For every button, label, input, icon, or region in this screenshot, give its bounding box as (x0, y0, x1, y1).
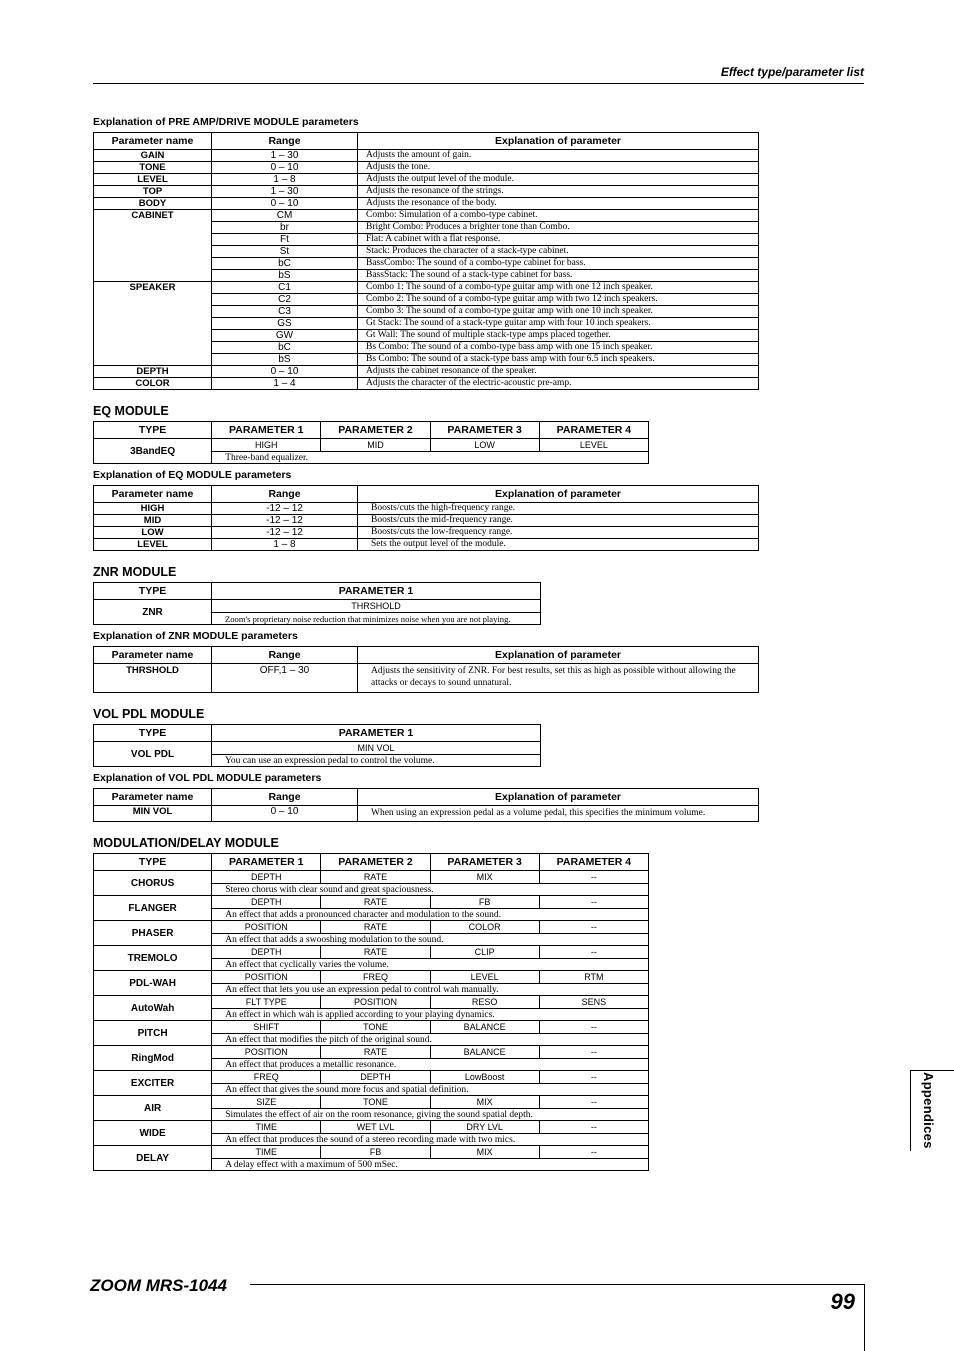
param-cell: LOW (430, 439, 539, 452)
param-cell: SIZE (212, 1096, 321, 1109)
param-explanation: Combo: Simulation of a combo-type cabinet. (358, 210, 759, 222)
table-row (94, 1096, 649, 1109)
param-range: GW (212, 330, 358, 342)
col-header: TYPE (94, 583, 212, 600)
param-explanation: BassStack: The sound of a stack-type cabinet for bass. (358, 270, 759, 282)
col-header: Range (212, 647, 358, 664)
table-row (94, 1121, 649, 1134)
param-cell: MIX (430, 1146, 539, 1159)
param-explanation: BassCombo: The sound of a combo-type cabinet for bass. (358, 258, 759, 270)
param-explanation: Adjusts the output level of the module. (358, 174, 759, 186)
param-cell: POSITION (212, 971, 321, 984)
type-description: An effect that modifies the pitch of the original sound. (212, 1034, 649, 1046)
param-explanation: When using an expression pedal as a volume pedal, this specifies the minimum volume. (358, 806, 759, 822)
type-name: FLANGER (94, 896, 212, 921)
moddelay-module-table (93, 853, 649, 1171)
param-explanation: Flat: A cabinet with a flat response. (358, 234, 759, 246)
type-name: PHASER (94, 921, 212, 946)
param-cell: -- (539, 1021, 648, 1034)
param-cell: RTM (539, 971, 648, 984)
table-row (94, 162, 759, 174)
param-range: -12 – 12 (212, 503, 358, 515)
type-description: An effect that cyclically varies the volume. (212, 959, 649, 971)
type-description: You can use an expression pedal to control the volume. (212, 755, 541, 767)
table-row (94, 921, 649, 934)
param-range: 1 – 4 (212, 378, 358, 390)
param-range: bS (212, 270, 358, 282)
table-row (94, 527, 759, 539)
param-cell: CLIP (430, 946, 539, 959)
param-cell: RATE (321, 921, 430, 934)
table-row (94, 871, 649, 884)
type-name: DELAY (94, 1146, 212, 1171)
col-header: PARAMETER 1 (212, 583, 541, 600)
type-description: Simulates the effect of air on the room resonance, giving the sound spatial depth. (212, 1109, 649, 1121)
type-description: An effect that adds a swooshing modulation to the sound. (212, 934, 649, 946)
type-name: 3BandEQ (94, 439, 212, 464)
znr-module-title: ZNR MODULE (93, 565, 177, 579)
param-cell: POSITION (321, 996, 430, 1009)
eq-params-table (93, 485, 759, 551)
param-cell: TONE (321, 1021, 430, 1034)
param-explanation: Gt Wall: The sound of multiple stack-type amps placed together. (358, 330, 759, 342)
header-rule (93, 83, 864, 84)
param-name: DEPTH (94, 366, 212, 378)
param-cell: DRY LVL (430, 1121, 539, 1134)
param-cell: -- (539, 896, 648, 909)
table-row (94, 896, 649, 909)
col-header: Parameter name (94, 486, 212, 503)
param-range: 0 – 10 (212, 162, 358, 174)
param-name: MIN VOL (94, 806, 212, 822)
param-explanation: Combo 2: The sound of a combo-type guitar amp with two 12 inch speakers. (358, 294, 759, 306)
type-name: RingMod (94, 1046, 212, 1071)
col-header: TYPE (94, 854, 212, 871)
type-name: PDL-WAH (94, 971, 212, 996)
type-description: An effect in which wah is applied according to your playing dynamics. (212, 1009, 649, 1021)
table-row (94, 971, 649, 984)
page-number: 99 (830, 1289, 855, 1314)
type-description: Zoom's proprietary noise reduction that minimizes noise when you are not playing. (212, 613, 541, 625)
param-cell: -- (539, 1121, 648, 1134)
table-row (94, 1046, 649, 1059)
col-header: PARAMETER 4 (539, 422, 648, 439)
param-name: LEVEL (94, 539, 212, 551)
param-name: THRSHOLD (94, 664, 212, 693)
brand-name: ZOOM MRS-1044 (90, 1276, 227, 1295)
table-row (94, 503, 759, 515)
col-header: TYPE (94, 422, 212, 439)
param-range: 0 – 10 (212, 198, 358, 210)
param-explanation: Bs Combo: The sound of a stack-type bass amp with four 6.5 inch speakers. (358, 354, 759, 366)
col-header: Range (212, 133, 358, 150)
volpdl-module-title: VOL PDL MODULE (93, 707, 205, 721)
param-cell: -- (539, 1046, 648, 1059)
param-range: Ft (212, 234, 358, 246)
param-explanation: Stack: Produces the character of a stack-type cabinet. (358, 246, 759, 258)
volpdl-params-table (93, 788, 759, 822)
param-cell: LEVEL (430, 971, 539, 984)
param-explanation: Combo 3: The sound of a combo-type guitar amp with one 10 inch speaker. (358, 306, 759, 318)
param-range: OFF,1 – 30 (212, 664, 358, 693)
table-row (94, 210, 759, 222)
param-explanation: Adjusts the resonance of the body. (358, 198, 759, 210)
table-row (94, 600, 541, 613)
param-cell: SHIFT (212, 1021, 321, 1034)
param-cell: FB (430, 896, 539, 909)
type-name: VOL PDL (94, 742, 212, 767)
col-header: PARAMETER 2 (321, 422, 430, 439)
param-cell: LEVEL (539, 439, 648, 452)
param-cell: TIME (212, 1146, 321, 1159)
volpdl-params-title: Explanation of VOL PDL MODULE parameters (93, 772, 322, 784)
table-row (94, 539, 759, 551)
type-description: A delay effect with a maximum of 500 mSec. (212, 1159, 649, 1171)
table-row (94, 198, 759, 210)
param-cell: COLOR (430, 921, 539, 934)
param-range: CM (212, 210, 358, 222)
param-name: COLOR (94, 378, 212, 390)
type-name: AIR (94, 1096, 212, 1121)
znr-params-title: Explanation of ZNR MODULE parameters (93, 630, 298, 642)
param-cell: DEPTH (212, 896, 321, 909)
type-description: An effect that produces a metallic resonance. (212, 1059, 649, 1071)
param-name: HIGH (94, 503, 212, 515)
preamp-params-title: Explanation of PRE AMP/DRIVE MODULE parameters (93, 116, 359, 128)
param-explanation: Adjusts the amount of gain. (358, 150, 759, 162)
page-content (93, 116, 773, 1171)
param-cell: DEPTH (212, 946, 321, 959)
param-explanation: Gt Stack: The sound of a stack-type guitar amp with four 10 inch speakers. (358, 318, 759, 330)
col-header: Explanation of parameter (358, 647, 759, 664)
param-cell: HIGH (212, 439, 321, 452)
param-range: br (212, 222, 358, 234)
param-cell: WET LVL (321, 1121, 430, 1134)
col-header: PARAMETER 3 (430, 422, 539, 439)
param-cell: BALANCE (430, 1021, 539, 1034)
param-explanation: Adjusts the character of the electric-acoustic pre-amp. (358, 378, 759, 390)
type-description: An effect that gives the sound more focus and spatial definition. (212, 1084, 649, 1096)
param-range: bC (212, 342, 358, 354)
table-row (94, 996, 649, 1009)
moddelay-module-title: MODULATION/DELAY MODULE (93, 836, 279, 850)
col-header: PARAMETER 1 (212, 725, 541, 742)
col-header: Explanation of parameter (358, 133, 759, 150)
znr-params-table (93, 646, 759, 693)
param-explanation: Combo 1: The sound of a combo-type guitar amp with one 12 inch speaker. (358, 282, 759, 294)
param-cell: POSITION (212, 921, 321, 934)
type-name: PITCH (94, 1021, 212, 1046)
param-explanation: Boosts/cuts the low-frequency range. (358, 527, 759, 539)
param-range: 1 – 8 (212, 174, 358, 186)
col-header: PARAMETER 1 (212, 422, 321, 439)
param-range: 0 – 10 (212, 366, 358, 378)
type-name: TREMOLO (94, 946, 212, 971)
param-name: LOW (94, 527, 212, 539)
param-cell: THRSHOLD (212, 600, 541, 613)
param-explanation: Bs Combo: The sound of a combo-type bass amp with one 15 inch speaker. (358, 342, 759, 354)
param-cell: -- (539, 1096, 648, 1109)
param-explanation: Adjusts the resonance of the strings. (358, 186, 759, 198)
param-cell: SENS (539, 996, 648, 1009)
preamp-params-table (93, 132, 759, 390)
param-cell: FLT TYPE (212, 996, 321, 1009)
table-row (94, 946, 649, 959)
type-description: An effect that lets you use an expression pedal to control wah manually. (212, 984, 649, 996)
param-name: TOP (94, 186, 212, 198)
col-header: Parameter name (94, 647, 212, 664)
type-name: ZNR (94, 600, 212, 625)
param-explanation: Adjusts the sensitivity of ZNR. For best results, set this as high as possible without allowing the attacks or decays to sound unnatural. (358, 664, 759, 693)
param-cell: -- (539, 871, 648, 884)
param-explanation: Boosts/cuts the high-frequency range. (358, 503, 759, 515)
col-header: Range (212, 486, 358, 503)
param-range: -12 – 12 (212, 527, 358, 539)
table-row (94, 282, 759, 294)
col-header: PARAMETER 1 (212, 854, 321, 871)
type-description: Three-band equalizer. (212, 452, 649, 464)
side-tab-appendices: Appendices (921, 1072, 936, 1149)
type-description: An effect that produces the sound of a stereo recording made with two mics. (212, 1134, 649, 1146)
table-row (94, 366, 759, 378)
param-cell: RATE (321, 896, 430, 909)
param-cell: BALANCE (430, 1046, 539, 1059)
table-row (94, 515, 759, 527)
eq-params-title: Explanation of EQ MODULE parameters (93, 469, 292, 481)
table-row (94, 186, 759, 198)
col-header: Parameter name (94, 789, 212, 806)
param-name: GAIN (94, 150, 212, 162)
col-header: PARAMETER 2 (321, 854, 430, 871)
param-explanation: Adjusts the cabinet resonance of the speaker. (358, 366, 759, 378)
param-cell: -- (539, 1071, 648, 1084)
param-range: 0 – 10 (212, 806, 358, 822)
type-name: WIDE (94, 1121, 212, 1146)
param-name: BODY (94, 198, 212, 210)
col-header: Range (212, 789, 358, 806)
footer-rule (864, 1284, 865, 1351)
table-row (94, 439, 649, 452)
type-description: Stereo chorus with clear sound and great spaciousness. (212, 884, 649, 896)
param-cell: -- (539, 921, 648, 934)
param-explanation: Adjusts the tone. (358, 162, 759, 174)
znr-module-table (93, 582, 541, 625)
param-range: 1 – 30 (212, 186, 358, 198)
param-name: SPEAKER (94, 282, 212, 366)
param-cell: RATE (321, 946, 430, 959)
col-header: PARAMETER 4 (539, 854, 648, 871)
footer-rule (250, 1284, 864, 1285)
param-name: TONE (94, 162, 212, 174)
param-cell: MIN VOL (212, 742, 541, 755)
col-header: PARAMETER 3 (430, 854, 539, 871)
param-name: LEVEL (94, 174, 212, 186)
param-range: C2 (212, 294, 358, 306)
param-cell: DEPTH (321, 1071, 430, 1084)
volpdl-module-table (93, 724, 541, 767)
param-cell: -- (539, 1146, 648, 1159)
table-row (94, 1146, 649, 1159)
param-range: bC (212, 258, 358, 270)
param-range: St (212, 246, 358, 258)
param-range: C1 (212, 282, 358, 294)
side-tab-rule (910, 1070, 954, 1071)
param-explanation: Sets the output level of the module. (358, 539, 759, 551)
param-cell: RATE (321, 871, 430, 884)
table-row (94, 742, 541, 755)
param-cell: RESO (430, 996, 539, 1009)
table-row (94, 378, 759, 390)
param-cell: DEPTH (212, 871, 321, 884)
col-header: TYPE (94, 725, 212, 742)
col-header: Explanation of parameter (358, 486, 759, 503)
eq-module-table (93, 421, 649, 464)
param-explanation: Boosts/cuts the mid-frequency range. (358, 515, 759, 527)
param-explanation: Bright Combo: Produces a brighter tone than Combo. (358, 222, 759, 234)
param-cell: POSITION (212, 1046, 321, 1059)
side-tab-rule (910, 1070, 911, 1151)
param-cell: FREQ (212, 1071, 321, 1084)
param-range: 1 – 30 (212, 150, 358, 162)
type-description: An effect that adds a pronounced character and modulation to the sound. (212, 909, 649, 921)
param-cell: FB (321, 1146, 430, 1159)
param-name: CABINET (94, 210, 212, 282)
param-cell: TIME (212, 1121, 321, 1134)
table-row (94, 806, 759, 822)
param-cell: LowBoost (430, 1071, 539, 1084)
param-cell: -- (539, 946, 648, 959)
param-cell: MID (321, 439, 430, 452)
param-cell: TONE (321, 1096, 430, 1109)
param-range: GS (212, 318, 358, 330)
type-name: EXCITER (94, 1071, 212, 1096)
table-row (94, 150, 759, 162)
table-row (94, 1071, 649, 1084)
table-row (94, 1021, 649, 1034)
running-head: Effect type/parameter list (720, 65, 864, 79)
param-cell: RATE (321, 1046, 430, 1059)
col-header: Parameter name (94, 133, 212, 150)
param-cell: MIX (430, 871, 539, 884)
param-range: bS (212, 354, 358, 366)
type-name: CHORUS (94, 871, 212, 896)
type-name: AutoWah (94, 996, 212, 1021)
param-name: MID (94, 515, 212, 527)
param-range: -12 – 12 (212, 515, 358, 527)
param-cell: MIX (430, 1096, 539, 1109)
eq-module-title: EQ MODULE (93, 404, 169, 418)
param-cell: FREQ (321, 971, 430, 984)
param-range: C3 (212, 306, 358, 318)
param-range: 1 – 8 (212, 539, 358, 551)
table-row (94, 174, 759, 186)
col-header: Explanation of parameter (358, 789, 759, 806)
table-row (94, 664, 759, 693)
